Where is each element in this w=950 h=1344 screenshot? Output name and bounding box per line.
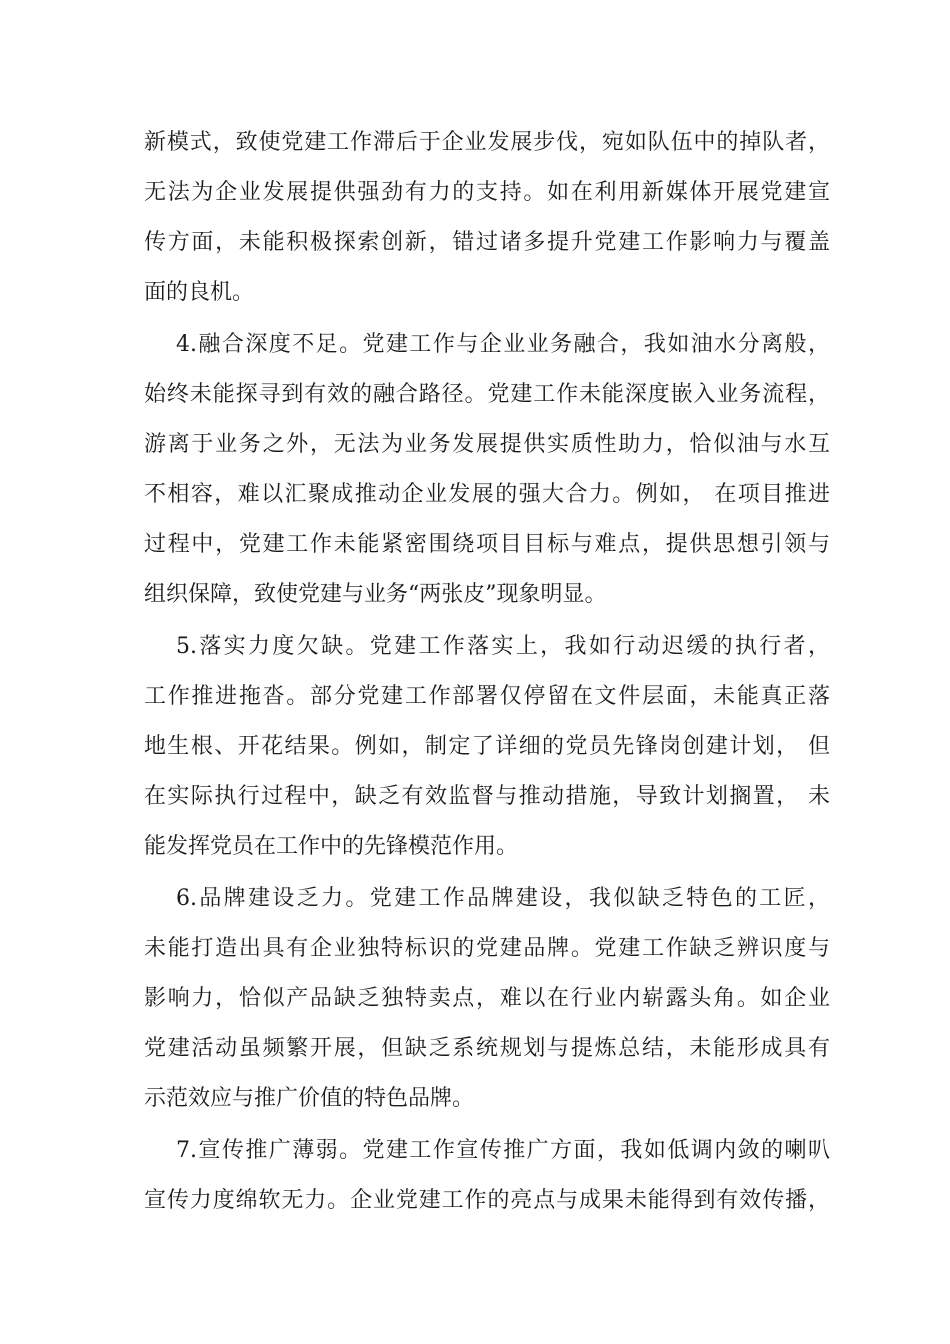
- paragraph-heading-line: 7.宣传推广薄弱。党建工作宣传推广方面，我如低调内敛的喇叭: [176, 1138, 830, 1163]
- paragraph-line: 能发挥党员在工作中的先锋模范作用。: [144, 834, 519, 859]
- paragraph-line: 地生根、开花结果。例如，制定了详细的党员先锋岗创建计划， 但: [144, 734, 830, 759]
- paragraph-heading-line: 6.品牌建设乏力。党建工作品牌建设，我似缺乏特色的工匠，: [176, 886, 830, 911]
- paragraph-line: 未能打造出具有企业独特标识的党建品牌。党建工作缺乏辨识度与: [144, 936, 830, 961]
- paragraph-line: 游离于业务之外，无法为业务发展提供实质性助力，恰似油与水互: [144, 432, 830, 457]
- paragraph-line: 新模式，致使党建工作滞后于企业发展步伐，宛如队伍中的掉队者，: [144, 130, 830, 155]
- paragraph-line: 宣传力度绵软无力。企业党建工作的亮点与成果未能得到有效传播，: [144, 1188, 830, 1213]
- paragraph-line: 不相容，难以汇聚成推动企业发展的强大合力。例如， 在项目推进: [144, 482, 830, 507]
- paragraph-line: 党建活动虽频繁开展，但缺乏系统规划与提炼总结，未能形成具有: [144, 1036, 830, 1061]
- paragraph-line: 传方面，未能积极探索创新，错过诸多提升党建工作影响力与覆盖: [144, 230, 830, 255]
- paragraph-line: 在实际执行过程中，缺乏有效监督与推动措施，导致计划搁置， 未: [144, 784, 830, 809]
- paragraph-line: 过程中，党建工作未能紧密围绕项目目标与难点，提供思想引领与: [144, 532, 830, 557]
- paragraph-line: 影响力，恰似产品缺乏独特卖点，难以在行业内崭露头角。如企业: [144, 986, 830, 1011]
- paragraph-line: 无法为企业发展提供强劲有力的支持。如在利用新媒体开展党建宣: [144, 180, 830, 205]
- paragraph-line: 工作推进拖沓。部分党建工作部署仅停留在文件层面，未能真正落: [144, 684, 830, 709]
- paragraph-line: 始终未能探寻到有效的融合路径。党建工作未能深度嵌入业务流程，: [144, 382, 830, 407]
- paragraph-line: 组织保障，致使党建与业务“两张皮”现象明显。: [144, 582, 607, 607]
- paragraph-line: 示范效应与推广价值的特色品牌。: [144, 1086, 475, 1111]
- paragraph-line: 面的良机。: [144, 280, 255, 305]
- paragraph-heading-line: 4.融合深度不足。党建工作与企业业务融合，我如油水分离般，: [176, 332, 830, 357]
- paragraph-heading-line: 5.落实力度欠缺。党建工作落实上，我如行动迟缓的执行者，: [176, 634, 830, 659]
